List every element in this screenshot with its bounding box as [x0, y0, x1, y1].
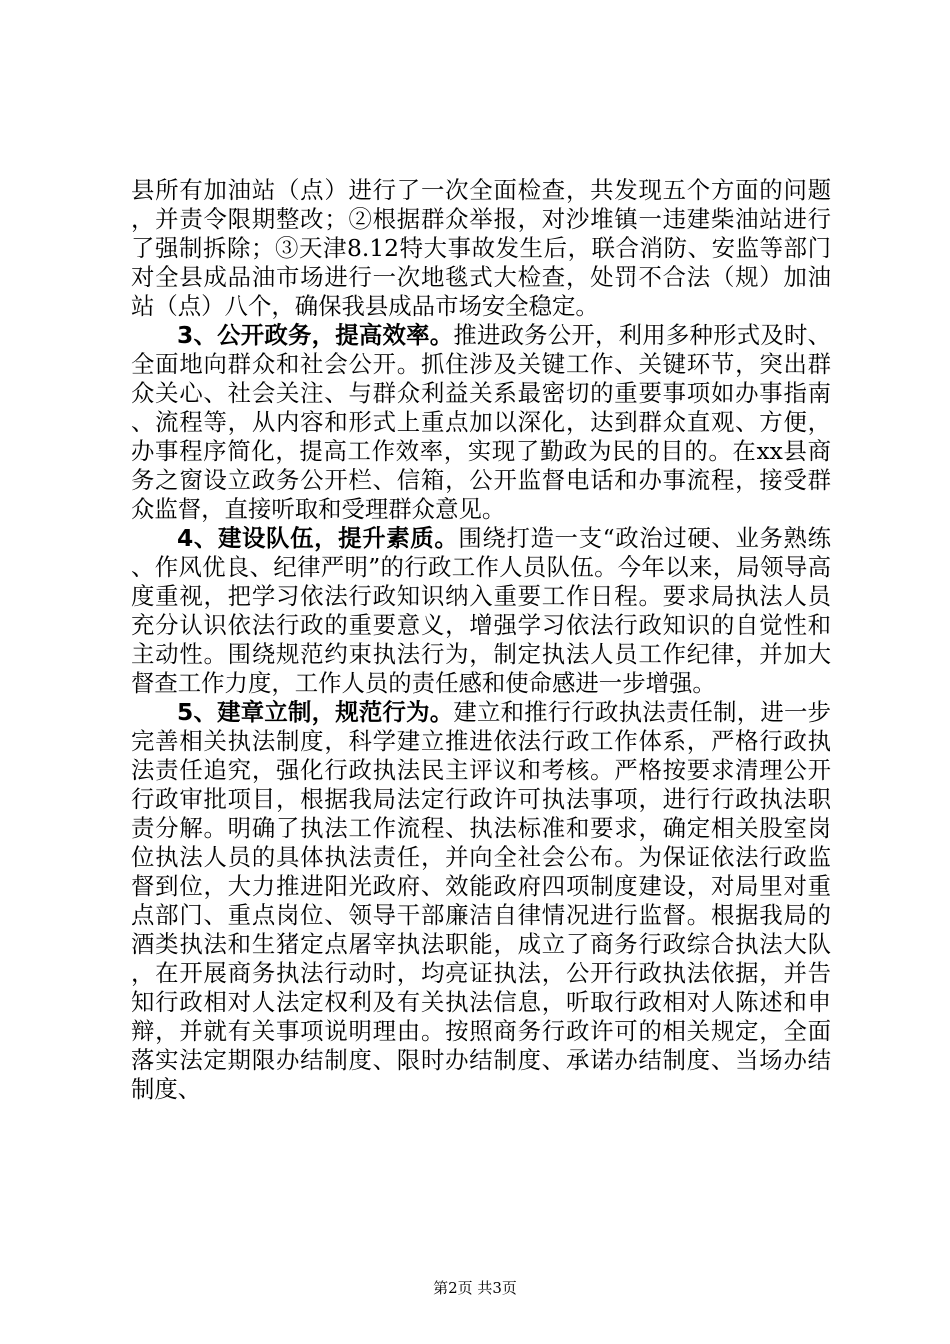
paragraph-open-government — [131, 321, 831, 524]
page-footer — [0, 1278, 950, 1298]
paragraph-heading: 5、建章立制，规范行为。 — [177, 698, 454, 726]
paragraph-body: 县所有加油站（点）进行了一次全面检查，共发现五个方面的问题，并责令限期整改；②根据群众举报，对沙堆镇一违建柴油站进行了强制拆除；③天津8.12特大事故发生后，联合消防、安监等部门对全县成品油市场进行一次地毯式大检查，处罚不合法（规）加油站（点）八个，确保我县成品市场安全稳定。 — [131, 176, 831, 320]
paragraph-heading: 3、公开政务，提高效率。 — [177, 321, 454, 349]
paragraph-body: 围绕打造一支“政治过硬、业务熟练、作风优良、纪律严明”的行政工作人员队伍。今年以来，局领导高度重视，把学习依法行政知识纳入重要工作日程。要求局执法人员充分认识依法行政的重要意义，增强学习依法行政知识的自觉性和主动性。围绕规范约束执法行为，制定执法人员工作纪律，并加大督查工作力度，工作人员的责任感和使命感进一步增强。 — [131, 524, 831, 697]
paragraph-continuation — [131, 176, 831, 321]
paragraph-regulations — [131, 698, 831, 1104]
document-body — [131, 176, 831, 1104]
page-number-label: 第2页 共3页 — [433, 1279, 517, 1297]
paragraph-body: 建立和推行行政执法责任制，进一步完善相关执法制度，科学建立推进依法行政工作体系，严格行政执法责任追究，强化行政执法民主评议和考核。严格按要求清理公开行政审批项目，根据我局法定行政许可执法事项，进行行政执法职责分解。明确了执法工作流程、执法标准和要求，确定相关股室岗位执法人员的具体执法责任，并向全社会公布。为保证依法行政监督到位，大力推进阳光政府、效能政府四项制度建设，对局里对重点部门、重点岗位、领导干部廉洁自律情况进行监督。根据我局的酒类执法和生猪定点屠宰执法职能，成立了商务行政综合执法大队，在开展商务执法行动时，均亮证执法，公开行政执法依据，并告知行政相对人法定权利及有关执法信息，听取行政相对人陈述和申辩，并就有关事项说明理由。按照商务行政许可的相关规定，全面落实法定期限办结制度、限时办结制度、承诺办结制度、当场办结制度、 — [131, 698, 832, 1103]
paragraph-heading: 4、建设队伍，提升素质。 — [177, 524, 459, 552]
paragraph-body: 推进政务公开，利用多种形式及时、全面地向群众和社会公开。抓住涉及关键工作、关键环节，突出群众关心、社会关注、与群众利益关系最密切的重要事项如办事指南、流程等，从内容和形式上重点加以深化，达到群众直观、方便，办事程序简化，提高工作效率，实现了勤政为民的目的。在xx县商务之窗设立政务公开栏、信箱，公开监督电话和办事流程，接受群众监督，直接听取和受理群众意见。 — [131, 321, 832, 523]
paragraph-team-building — [131, 524, 831, 698]
